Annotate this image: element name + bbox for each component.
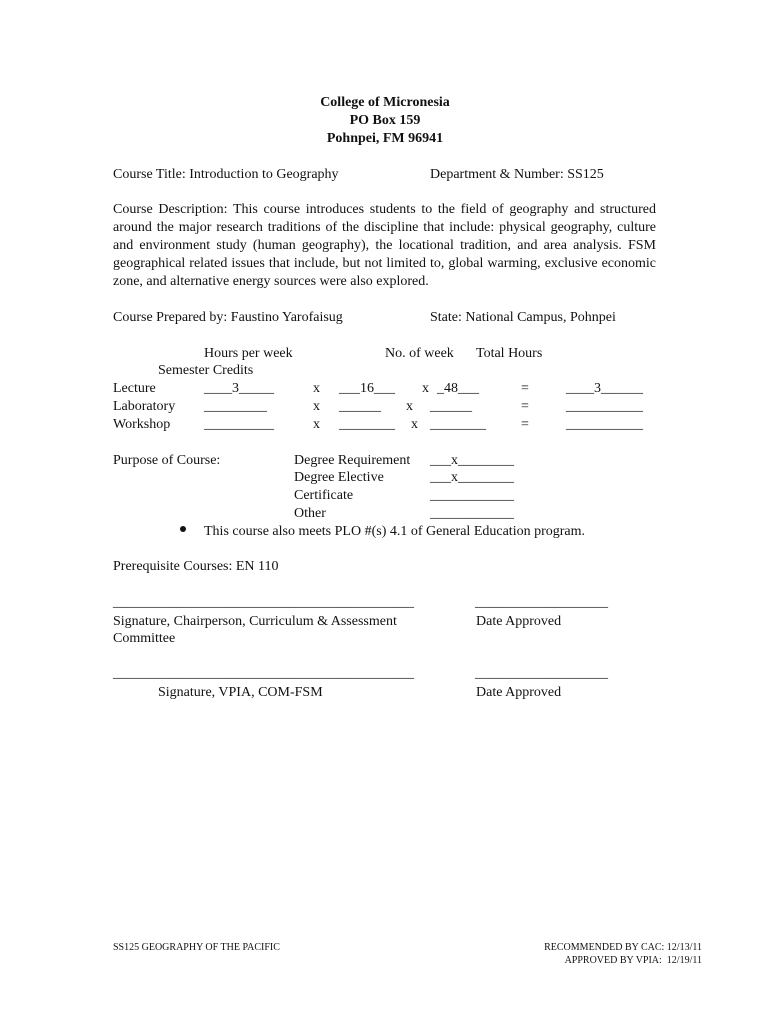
weeks-value: ______ [339,399,381,414]
signature-line-chair: ___________________________________________ [113,595,414,610]
times-sign: x [406,399,413,414]
campus-state: State: National Campus, Pohnpei [430,310,616,325]
date-line-chair: ___________________ [475,595,608,610]
times-sign: x [313,417,320,432]
date-approved-label: Date Approved [476,685,562,700]
college-po-box: PO Box 159 [349,113,421,128]
total-hours-header: Total Hours [476,346,543,361]
weeks-value: ___16___ [339,381,395,396]
hours-value: __________ [204,417,274,432]
total-value: ______ [430,399,472,414]
times-sign: x [313,381,320,396]
hours-per-week-header: Hours per week [204,346,293,361]
plo-note: This course also meets PLO #(s) 4.1 of General Education program. [204,524,586,539]
course-title: Course Title: Introduction to Geography [113,167,339,182]
prepared-by: Course Prepared by: Faustino Yarofaisug [113,310,343,325]
signature-chair-label: Signature, Chairperson, Curriculum & Assessment [113,614,397,629]
signature-line-vpia: ___________________________________________ [113,666,414,681]
signature-vpia-label: Signature, VPIA, COM-FSM [158,685,323,700]
department-number: Department & Number: SS125 [430,167,604,182]
bullet-icon [180,526,186,532]
hours-value: ____3_____ [204,381,274,396]
footer-recommended: RECOMMENDED BY CAC: 12/13/11 [544,942,702,953]
purpose-item-mark: ____________ [430,506,514,521]
purpose-item-name: Certificate [294,488,354,503]
course-description: Course Description: This course introduces students to the field of geography and structured around the major research traditions of the discipline that include: physical geography, culture and environment study (human geography), the locational tradition, and area analysis. FSM geographical related issues that include, but not limited to, global warming, exclusive economic zone, and alternative energy sources were also explored. [113,202,656,289]
row-label: Workshop [113,417,171,432]
purpose-item-name: Degree Requirement [294,453,411,468]
credits-value: ____3______ [566,381,643,396]
row-label: Laboratory [113,399,176,414]
credits-value: ___________ [566,417,643,432]
footer-approved: APPROVED BY VPIA: 12/19/11 [564,955,702,966]
times-sign: x [411,417,418,432]
purpose-item-mark: ___x________ [430,470,514,485]
semester-credits-header: Semester Credits [158,363,254,378]
date-line-vpia: ___________________ [475,666,608,681]
total-value: ________ [430,417,486,432]
equals-sign: = [521,399,529,414]
purpose-item-name: Other [294,506,326,521]
times-sign: x [313,399,320,414]
footer-course-code: SS125 GEOGRAPHY OF THE PACIFIC [113,942,280,953]
total-value: _48___ [437,381,479,396]
no-of-week-header: No. of week [385,346,454,361]
college-city: Pohnpei, FM 96941 [326,131,444,146]
purpose-item-mark: ____________ [430,488,514,503]
weeks-value: ________ [339,417,395,432]
times-sign: x [422,381,429,396]
row-label: Lecture [113,381,156,396]
purpose-item-name: Degree Elective [294,470,384,485]
college-name: College of Micronesia [320,95,450,110]
credits-value: ___________ [566,399,643,414]
purpose-item-mark: ___x________ [430,453,514,468]
purpose-label: Purpose of Course: [113,453,221,468]
prerequisite-courses: Prerequisite Courses: EN 110 [113,559,279,574]
equals-sign: = [521,417,529,432]
equals-sign: = [521,381,529,396]
document-header [0,94,770,148]
date-approved-label: Date Approved [476,614,562,629]
hours-value: _________ [204,399,267,414]
signature-chair-label-cont: Committee [113,631,176,646]
